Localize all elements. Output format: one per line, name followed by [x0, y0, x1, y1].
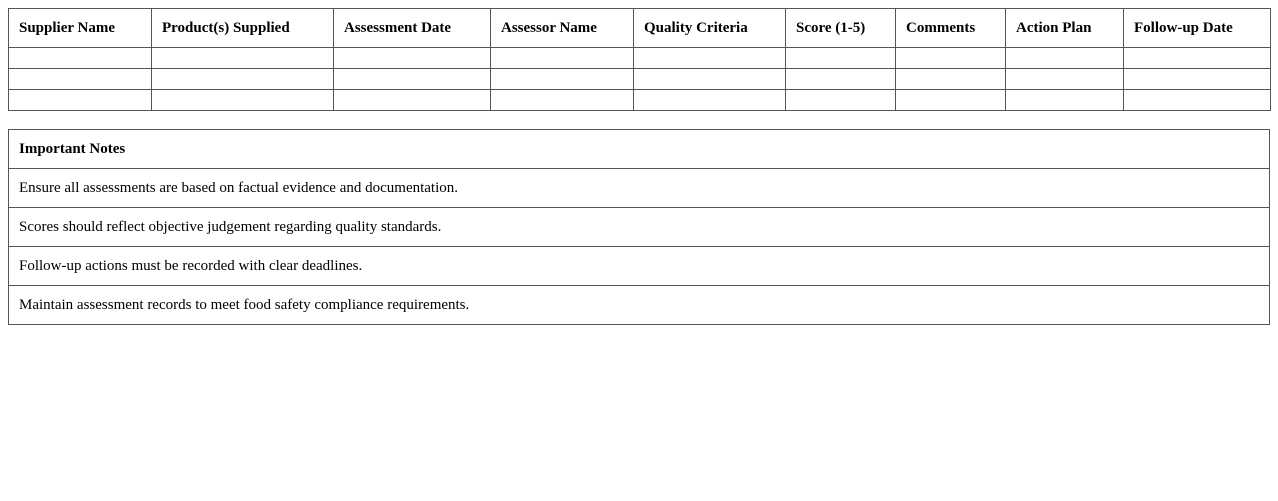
table-cell[interactable]	[896, 48, 1006, 69]
supplier-assessment-table	[8, 8, 1271, 111]
column-header-assessor-name: Assessor Name	[491, 9, 634, 48]
table-cell[interactable]	[491, 90, 634, 111]
list-item	[9, 169, 1270, 208]
table-cell[interactable]	[152, 90, 334, 111]
table-cell[interactable]	[152, 69, 334, 90]
note-text: Maintain assessment records to meet food safety compliance requirements.	[9, 286, 1270, 325]
table-cell[interactable]	[9, 69, 152, 90]
table-row	[9, 48, 1271, 69]
column-header-follow-up-date: Follow-up Date	[1124, 9, 1271, 48]
table-cell[interactable]	[334, 69, 491, 90]
important-notes-table	[8, 129, 1270, 325]
table-cell[interactable]	[1124, 69, 1271, 90]
notes-header-row	[9, 130, 1270, 169]
list-item	[9, 247, 1270, 286]
table-cell[interactable]	[634, 48, 786, 69]
column-header-comments: Comments	[896, 9, 1006, 48]
column-header-assessment-date: Assessment Date	[334, 9, 491, 48]
table-cell[interactable]	[1006, 48, 1124, 69]
note-text: Ensure all assessments are based on factual evidence and documentation.	[9, 169, 1270, 208]
table-cell[interactable]	[634, 90, 786, 111]
column-header-action-plan: Action Plan	[1006, 9, 1124, 48]
table-row	[9, 69, 1271, 90]
table-cell[interactable]	[1124, 90, 1271, 111]
table-cell[interactable]	[1006, 90, 1124, 111]
table-cell[interactable]	[896, 69, 1006, 90]
column-header-supplier-name: Supplier Name	[9, 9, 152, 48]
table-row	[9, 90, 1271, 111]
notes-title: Important Notes	[9, 130, 1270, 169]
table-cell[interactable]	[334, 90, 491, 111]
table-cell[interactable]	[491, 69, 634, 90]
table-cell[interactable]	[1124, 48, 1271, 69]
table-cell[interactable]	[9, 90, 152, 111]
table-cell[interactable]	[1006, 69, 1124, 90]
table-cell[interactable]	[896, 90, 1006, 111]
column-header-quality-criteria: Quality Criteria	[634, 9, 786, 48]
table-cell[interactable]	[491, 48, 634, 69]
column-header-products-supplied: Product(s) Supplied	[152, 9, 334, 48]
table-cell[interactable]	[786, 90, 896, 111]
table-header-row	[9, 9, 1271, 48]
table-cell[interactable]	[334, 48, 491, 69]
table-cell[interactable]	[634, 69, 786, 90]
note-text: Follow-up actions must be recorded with clear deadlines.	[9, 247, 1270, 286]
table-cell[interactable]	[786, 69, 896, 90]
list-item	[9, 286, 1270, 325]
note-text: Scores should reflect objective judgement regarding quality standards.	[9, 208, 1270, 247]
table-cell[interactable]	[9, 48, 152, 69]
table-cell[interactable]	[786, 48, 896, 69]
table-cell[interactable]	[152, 48, 334, 69]
list-item	[9, 208, 1270, 247]
column-header-score: Score (1-5)	[786, 9, 896, 48]
